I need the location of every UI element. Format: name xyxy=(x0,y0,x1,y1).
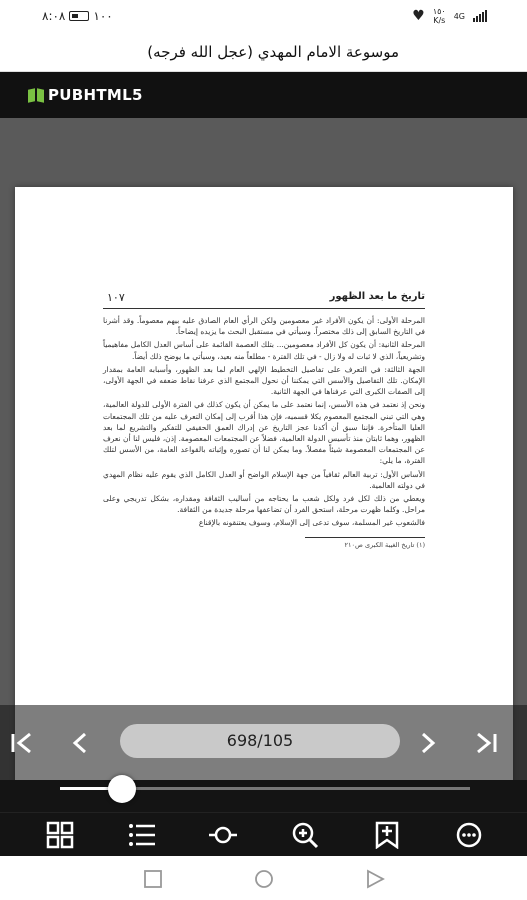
grid-icon xyxy=(45,821,75,849)
autoflip-button[interactable] xyxy=(208,821,238,849)
running-title: تاريخ ما بعد الظهور xyxy=(329,291,425,302)
paragraph: الجهة الثالثة: في التعرف على تفاصيل التخطيط الإلهي العام لما بعد الظهور، وأسبابه العامة بمقدار الإمكان. تلك التفاصيل والأسس التي يمكننا أن نحول المجتمع الذي عرفنا نقاط ضعفه في الجهة الأولى، إلى الصفات الكبرى التي عرفناها في الجهة الثانية. xyxy=(103,364,425,397)
page-header xyxy=(103,291,425,309)
prev-page-button[interactable] xyxy=(66,729,94,757)
brand-name: PUBHTML5 xyxy=(48,86,143,104)
pubhtml5-logo[interactable] xyxy=(28,86,143,104)
paragraph: فالشعوب غير المسلمة، سوف تدعى إلى الإسلام، وسوف يعتنقونه بالإقناع xyxy=(198,518,425,528)
last-page-button[interactable] xyxy=(472,729,500,757)
bookmark-add-button[interactable] xyxy=(372,821,402,849)
last-page-icon xyxy=(472,729,500,757)
heart-icon: ♥ xyxy=(412,8,425,24)
next-page-button[interactable] xyxy=(414,729,442,757)
network-speed-value: ١٥٠ xyxy=(432,7,446,16)
more-button[interactable] xyxy=(454,821,484,849)
first-page-button[interactable] xyxy=(8,729,36,757)
triangle-icon xyxy=(364,868,386,890)
footnote: (١) تاريخ الغيبة الكبرى ص٢١٠ xyxy=(344,540,425,549)
signal-icon xyxy=(473,10,487,22)
status-right xyxy=(412,7,487,25)
zoom-in-button[interactable] xyxy=(290,821,320,849)
clock: ٨:٠٨ xyxy=(42,9,66,23)
network-speed-unit: K/s xyxy=(433,16,446,25)
system-navigation-bar xyxy=(0,856,527,900)
back-button[interactable] xyxy=(364,868,386,890)
paragraph: الأساس الأول: تربية العالم ثقافياً من جهة الإسلام الواضح أو العدل الكامل الذي يقوم عليه نظام المهدي في دولته العالمية. xyxy=(103,469,425,490)
prev-page-icon xyxy=(66,729,94,757)
brand-bar xyxy=(0,72,527,118)
network-speed xyxy=(433,7,446,25)
page-indicator[interactable]: 698/105 xyxy=(120,724,400,758)
zoom-in-icon xyxy=(290,821,320,849)
book-logo-icon xyxy=(28,87,44,103)
paragraph: ونحن إذ نعتمد في هذه الأسس، إنما نعتمد على ما يمكن أن يكون كذلك في الفترة الأولى للدولة العالمية، وهي التي تبني المجتمع المعصوم يكلا قسميه، فإن هذا أقرب إلى إمكان التعرف عليه من تلك المجتمعات العليا المتأخرة. فإننا سبق أن أكدنا عجز التاريخ عن إدراك العمق الحقيقي للتفكير والتشريع لما بعد الظهور، وهما ثابتان منذ تأسيس الدولة العالمية، فضلاً عن المجتمعات المعصومة. إذن، فليس لنا أن نعرف عن المجتمعات المعصومة شيئاً مفصلاً. وما يمكن لنا أن تصوره وإثباته بالقواعد العامة، من الأسس لتلك الفترة، ما يلي: xyxy=(103,400,425,466)
thumbnails-button[interactable] xyxy=(45,821,75,849)
first-page-icon xyxy=(8,729,36,757)
circle-icon xyxy=(253,868,275,890)
list-icon xyxy=(127,821,157,849)
app-title-bar xyxy=(0,34,527,72)
square-icon xyxy=(142,868,164,890)
paragraph: ويعطي من ذلك لكل فرد ولكل شعب ما يحتاجه من أساليب الثقافة ومقداره، بشكل تدريجي وعلى مراحل. وكلما ظهرت مرحلة، استحق الفرد أن تضاعفها مرحلة جديدة من الثقافة. xyxy=(103,494,425,515)
page-controls xyxy=(0,705,527,780)
bottom-toolbar xyxy=(0,812,527,856)
page-body xyxy=(103,315,425,553)
paragraph: المرحلة الثانية: أن يكون كل الأفراد معصومين... بتلك العصمة القائمة على أساس العدل الكامل مفاهيمياً وتشريعياً، الذي لا ثبات له ولا زال - في تلك الفترة - مطلعاً منه بعيد، وسيأتي ما يوضح ذلك أيضاً. xyxy=(103,340,425,361)
table-of-contents-button[interactable] xyxy=(127,821,157,849)
status-bar xyxy=(0,0,527,34)
recents-button[interactable] xyxy=(142,868,164,890)
home-button[interactable] xyxy=(253,868,275,890)
book-page[interactable] xyxy=(15,187,513,787)
more-icon xyxy=(454,821,484,849)
battery-level: ١٠٠ xyxy=(93,9,113,23)
bookmark-add-icon xyxy=(372,821,402,849)
paragraph: المرحلة الأولى: أن يكون الأفراد غير معصومين ولكن الرأي العام الصادق عليه بيهم معصوماً. وقد أشرنا في التاريخ السابق إلى ذلك مختصراً. وسيأتي في مستقبل البحث ما يزيده إيضاحاً. xyxy=(103,316,425,337)
page-number: ١٠٧ xyxy=(107,291,125,304)
page-slider-thumb[interactable] xyxy=(108,775,136,803)
signal-label: 4G xyxy=(453,11,465,21)
app-title: موسوعة الامام المهدي (عجل الله فرجه) xyxy=(147,43,399,61)
footnote-divider xyxy=(305,537,425,538)
book-viewer[interactable] xyxy=(0,72,527,856)
autoflip-icon xyxy=(208,821,238,849)
status-left xyxy=(42,9,113,23)
next-page-icon xyxy=(414,729,442,757)
battery-icon xyxy=(69,11,89,21)
page-slider-track[interactable] xyxy=(60,787,470,790)
